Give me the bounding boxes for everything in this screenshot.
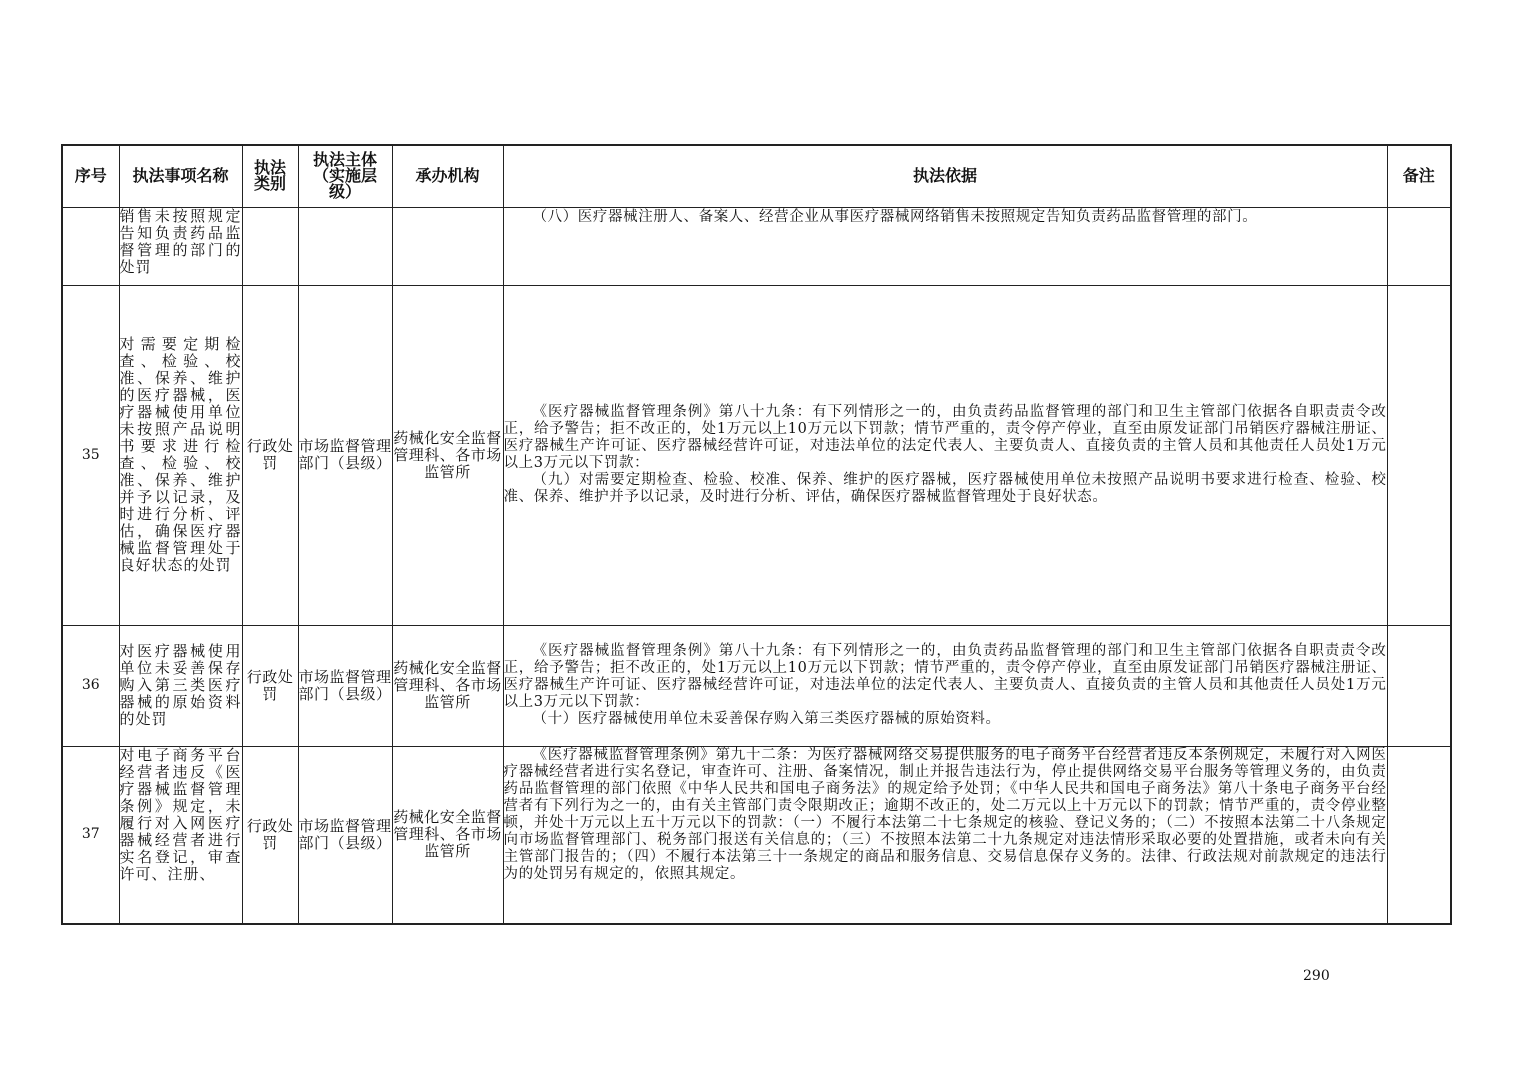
- row-remarks: [1387, 207, 1451, 285]
- row-agency: 药械化安全监督管理科、各市场监管所: [392, 746, 503, 924]
- row-subject: 市场监督管理部门（县级）: [298, 625, 392, 746]
- row-remarks: [1387, 746, 1451, 924]
- row-subject: 市场监督管理部门（县级）: [298, 285, 392, 625]
- table-row: [62, 746, 1451, 924]
- basis-paragraph: 《医疗器械监督管理条例》第九十二条：为医疗器械网络交易提供服务的电子商务平台经营者违反本条例规定，未履行对入网医疗器械经营者进行实名登记，审查许可、注册、备案情况，制止并报告违法行为，停止提供网络交易平台服务等管理义务的，由负责药品监督管理的部门依照《中华人民共和国电子商务法》的规定给予处罚；《中华人民共和国电子商务法》第八十条电子商务平台经营者有下列行为之一的，由有关主管部门责令限期改正；逾期不改正的，处二万元以上十万元以下的罚款；情节严重的，责令停业整顿，并处十万元以上五十万元以下的罚款：（一）不履行本法第二十七条规定的核验、登记义务的；（二）不按照本法第二十八条规定向市场监督管理部门、税务部门报送有关信息的；（三）不按照本法第二十九条规定对违法情形采取必要的处置措施，或者未向有关主管部门报告的；（四）不履行本法第三十一条规定的商品和服务信息、交易信息保存义务的。法律、行政法规对前款规定的违法行为的处罚另有规定的，依照其规定。: [503, 746, 1387, 882]
- basis-paragraph: 《医疗器械监督管理条例》第八十九条：有下列情形之一的，由负责药品监督管理的部门和卫生主管部门依据各自职责责令改正，给予警告；拒不改正的，处1万元以上10万元以下罚款；情节严重的，责令停产停业，直至由原发证部门吊销医疗器械注册证、医疗器械生产许可证、医疗器械经营许可证，对违法单位的法定代表人、主要负责人、直接负责的主管人员和其他责任人员处1万元以上3万元以下罚款：: [503, 404, 1387, 471]
- row-basis: [503, 285, 1387, 625]
- header-item-name: 执法事项名称: [119, 145, 242, 207]
- enforcement-table: [61, 144, 1452, 925]
- row-index: 35: [62, 285, 119, 625]
- header-subject: 执法主体（实施层级）: [298, 145, 392, 207]
- basis-paragraph: （九）对需要定期检查、检验、校准、保养、维护的医疗器械，医疗器械使用单位未按照产品说明书要求进行检查、检验、校准、保养、维护并予以记录，及时进行分析、评估，确保医疗器械监督管理处于良好状态。: [503, 472, 1387, 505]
- row-subject: 市场监督管理部门（县级）: [298, 746, 392, 924]
- header-remarks: 备注: [1387, 145, 1451, 207]
- row-remarks: [1387, 285, 1451, 625]
- row-index: 37: [62, 746, 119, 924]
- row-agency: 药械化安全监督管理科、各市场监管所: [392, 625, 503, 746]
- row-agency: 药械化安全监督管理科、各市场监管所: [392, 285, 503, 625]
- row-basis: [503, 625, 1387, 746]
- row-item-name: 对需要定期检查、检验、校准、保养、维护的医疗器械，医疗器械使用单位未按照产品说明书要求进行检查、检验、校准、保养、维护并予以记录，及时进行分析、评估，确保医疗器械监督管理处于良好状态的处罚: [119, 285, 242, 625]
- header-index: 序号: [62, 145, 119, 207]
- row-subject: [298, 207, 392, 285]
- row-category: 行政处罚: [242, 625, 298, 746]
- row-category: [242, 207, 298, 285]
- header-basis: 执法依据: [503, 145, 1387, 207]
- basis-paragraph: 《医疗器械监督管理条例》第八十九条：有下列情形之一的，由负责药品监督管理的部门和卫生主管部门依据各自职责责令改正，给予警告；拒不改正的，处1万元以上10万元以下罚款；情节严重的，责令停产停业，直至由原发证部门吊销医疗器械注册证、医疗器械生产许可证、医疗器械经营许可证，对违法单位的法定代表人、主要负责人、直接负责的主管人员和其他责任人员处1万元以上3万元以下罚款：: [503, 643, 1387, 710]
- page-number: 290: [1303, 968, 1330, 984]
- row-basis: [503, 746, 1387, 924]
- row-agency: [392, 207, 503, 285]
- header-agency: 承办机构: [392, 145, 503, 207]
- row-index: [62, 207, 119, 285]
- row-index: 36: [62, 625, 119, 746]
- table-row: [62, 625, 1451, 746]
- row-remarks: [1387, 625, 1451, 746]
- row-category: 行政处罚: [242, 285, 298, 625]
- basis-paragraph: （八）医疗器械注册人、备案人、经营企业从事医疗器械网络销售未按照规定告知负责药品监督管理的部门。: [532, 208, 1258, 225]
- header-category: 执法类别: [242, 145, 298, 207]
- row-item-name: 对医疗器械使用单位未妥善保存购入第三类医疗器械的原始资料的处罚: [119, 625, 242, 746]
- row-item-name: 销售未按照规定告知负责药品监督管理的部门的处罚: [119, 207, 242, 285]
- row-category: 行政处罚: [242, 746, 298, 924]
- basis-paragraph: （十）医疗器械使用单位未妥善保存购入第三类医疗器械的原始资料。: [532, 711, 1001, 727]
- row-basis: [503, 207, 1387, 285]
- table-row: [62, 207, 1451, 285]
- row-item-name: 对电子商务平台经营者违反《医疗器械监督管理条例》规定，未履行对入网医疗器械经营者进行实名登记，审查许可、注册、: [119, 746, 242, 924]
- table-header-row: [62, 145, 1451, 207]
- table-row: [62, 285, 1451, 625]
